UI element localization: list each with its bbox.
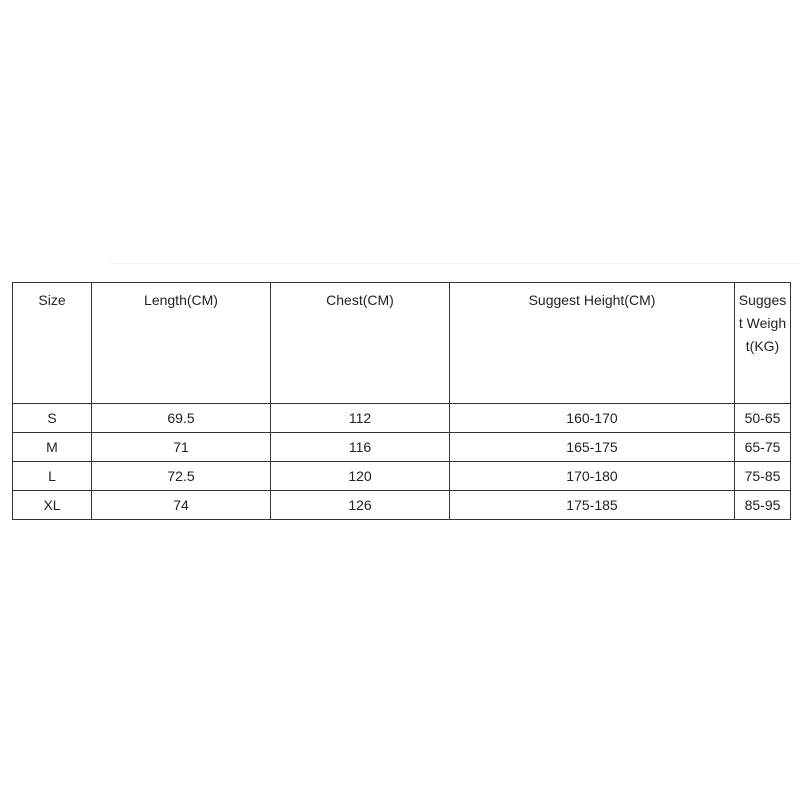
table-row xyxy=(13,491,791,520)
cell-chest: 126 xyxy=(271,491,450,520)
header-length: Length(CM) xyxy=(92,283,271,404)
header-chest: Chest(CM) xyxy=(271,283,450,404)
cell-weight: 75-85 xyxy=(735,462,791,491)
cell-size: L xyxy=(13,462,92,491)
table-row xyxy=(13,404,791,433)
cell-chest: 120 xyxy=(271,462,450,491)
cell-length: 69.5 xyxy=(92,404,271,433)
cell-length: 74 xyxy=(92,491,271,520)
cell-height: 175-185 xyxy=(450,491,735,520)
cell-weight: 85-95 xyxy=(735,491,791,520)
cell-height: 165-175 xyxy=(450,433,735,462)
header-size: Size xyxy=(13,283,92,404)
divider-line xyxy=(110,263,800,264)
cell-chest: 112 xyxy=(271,404,450,433)
cell-length: 72.5 xyxy=(92,462,271,491)
cell-height: 170-180 xyxy=(450,462,735,491)
cell-weight: 65-75 xyxy=(735,433,791,462)
cell-height: 160-170 xyxy=(450,404,735,433)
cell-size: XL xyxy=(13,491,92,520)
header-suggest-height: Suggest Height(CM) xyxy=(450,283,735,404)
cell-length: 71 xyxy=(92,433,271,462)
table-header-row xyxy=(13,283,791,404)
cell-weight: 50-65 xyxy=(735,404,791,433)
table-row xyxy=(13,462,791,491)
size-chart-table xyxy=(12,282,791,520)
header-suggest-weight: Suggest Weight(KG) xyxy=(735,283,791,404)
table-row xyxy=(13,433,791,462)
cell-chest: 116 xyxy=(271,433,450,462)
cell-size: M xyxy=(13,433,92,462)
cell-size: S xyxy=(13,404,92,433)
